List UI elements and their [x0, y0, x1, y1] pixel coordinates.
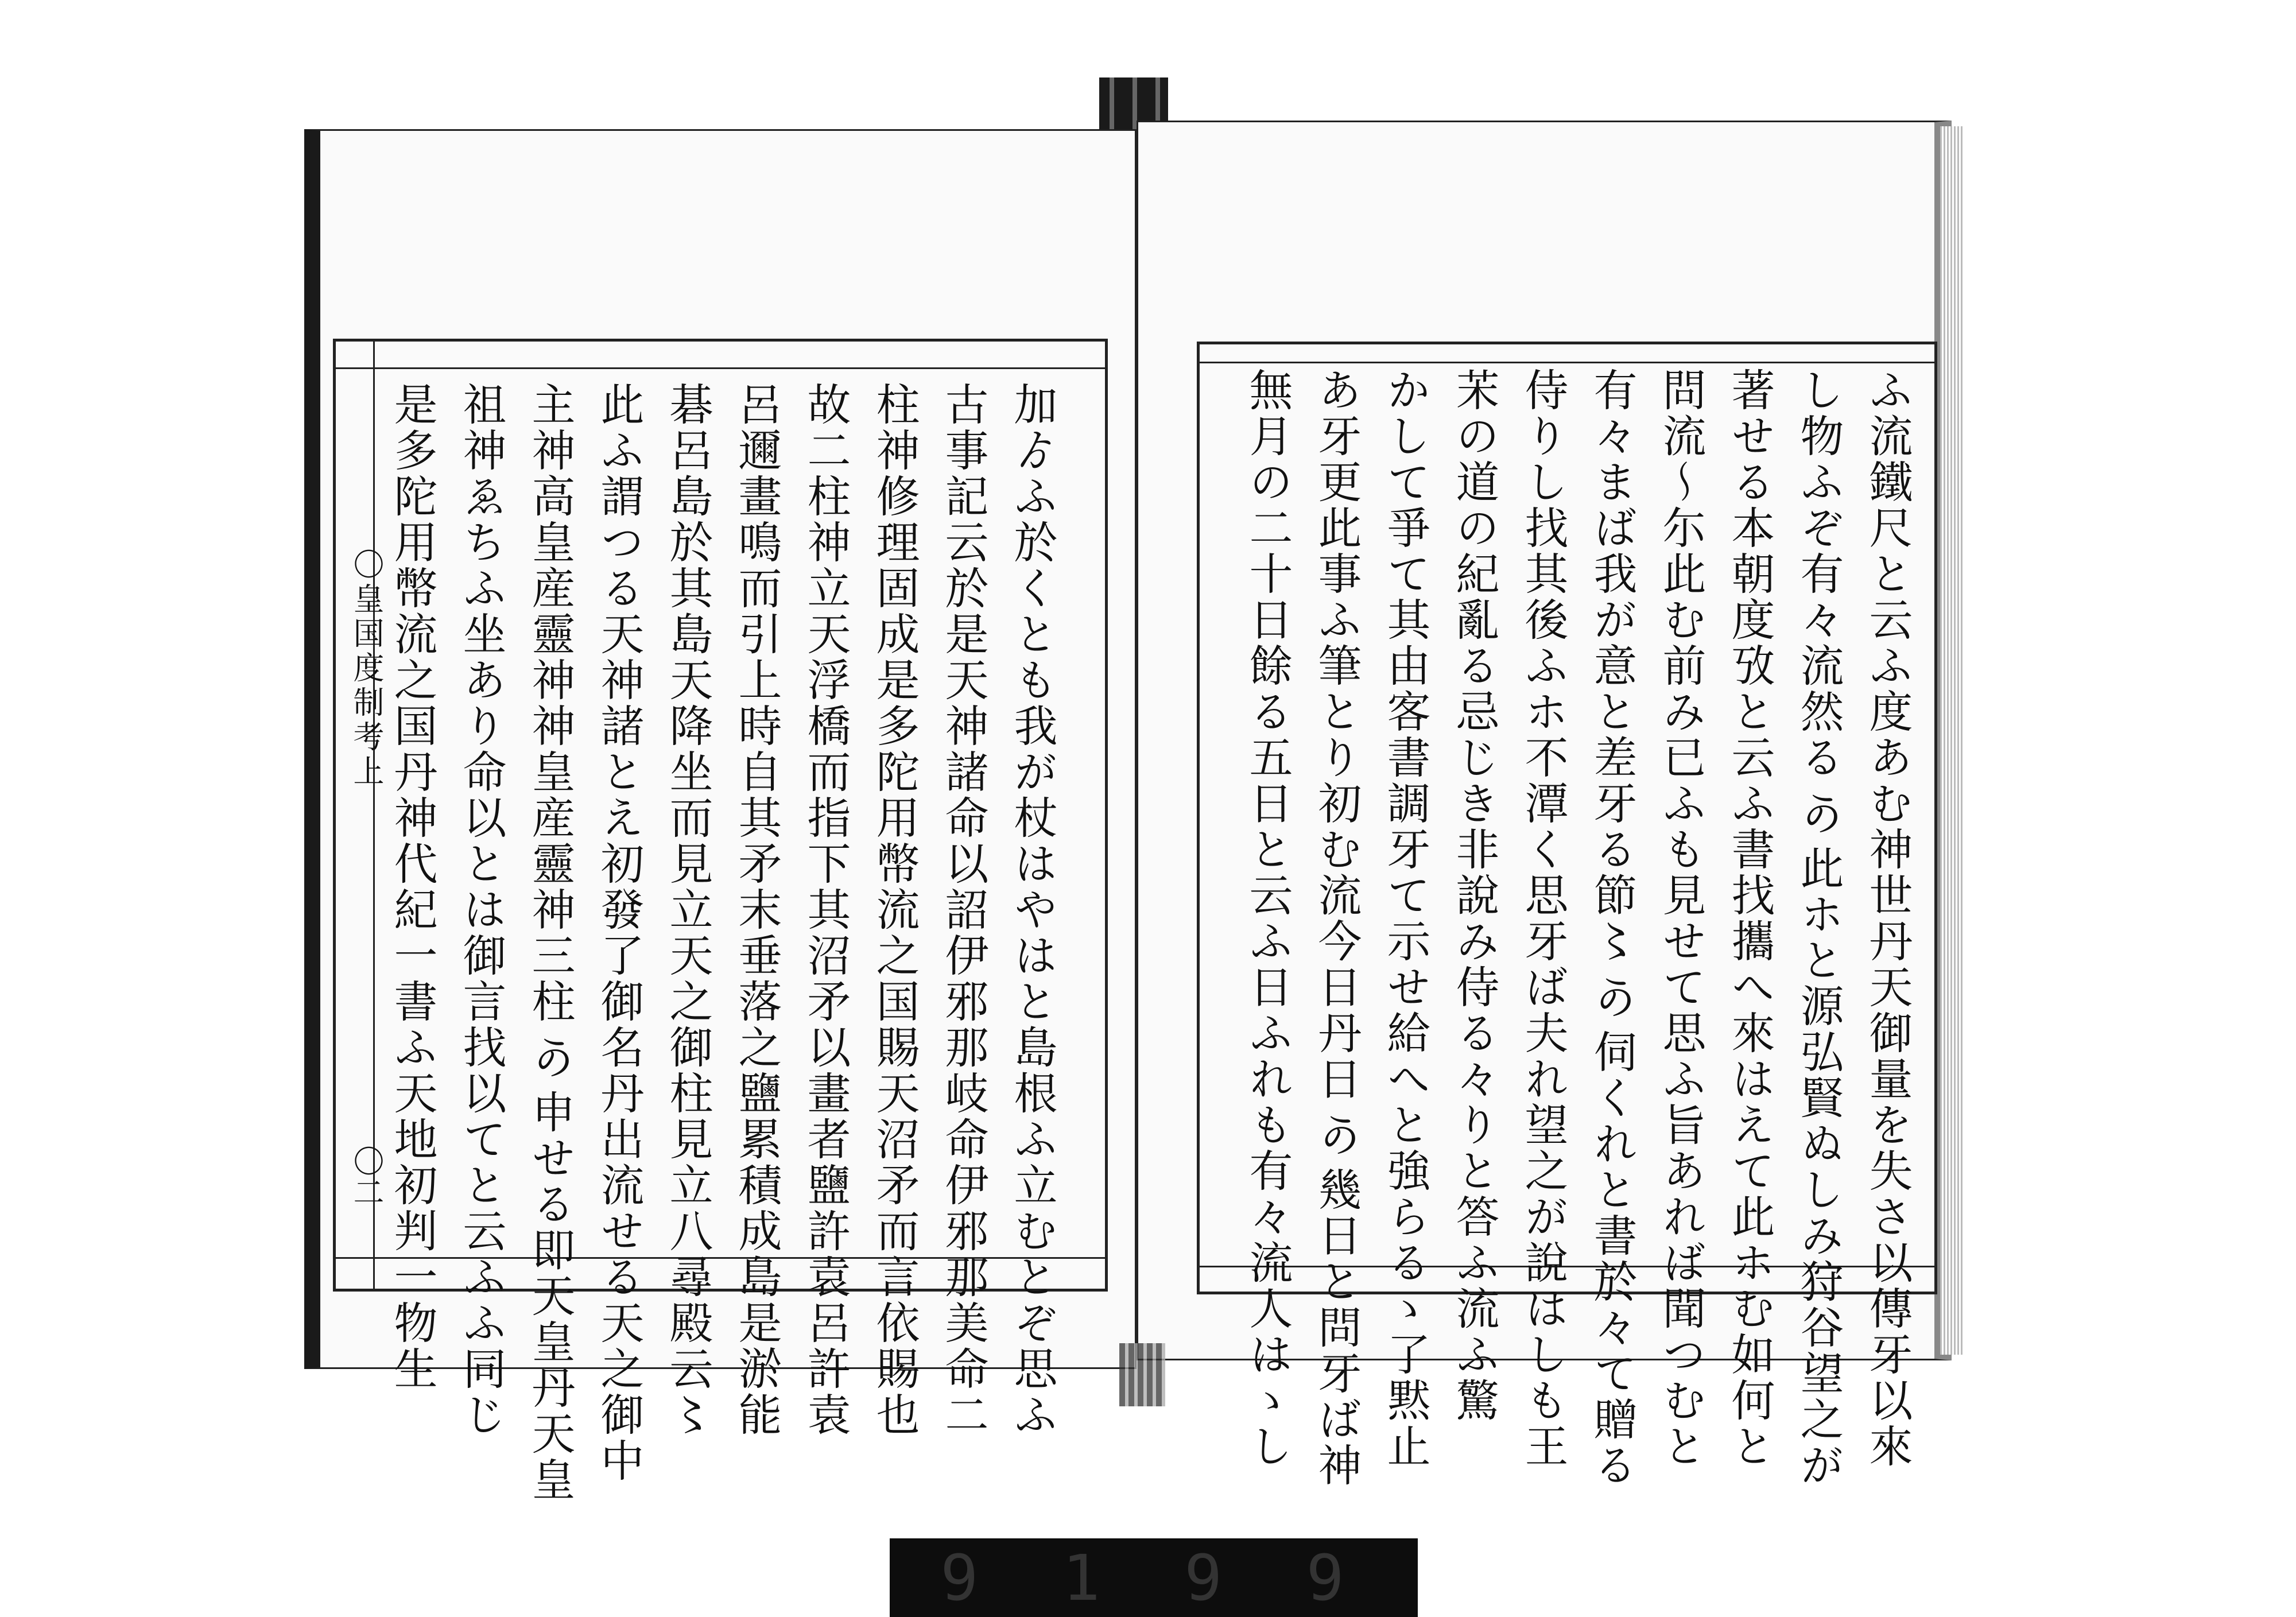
text-column: 著せる本朝度攷と云ふ書找攜へ來はえて此ホむ如何と	[1724, 367, 1775, 1469]
text-column: 碁呂島於其島天降坐而見立天之御柱見立八尋殿云〻	[662, 382, 713, 1438]
text-column: 柱神修理固成是多陀用幣流之国賜天沼矛而言依賜也	[869, 382, 920, 1438]
right-text-columns	[1205, 367, 1929, 1488]
text-column: 古事記云於是天神諸命以詔伊邪那岐命伊邪那美命二	[938, 382, 989, 1438]
text-column: 主神高皇産靈神神皇産靈神三柱𛀙申せる即天皇丹天皇	[525, 382, 576, 1503]
text-column: 呂邇畫鳴而引上時自其矛末垂落之鹽累積成島是淤能	[731, 382, 782, 1438]
text-column: 故二柱神立天浮橋而指下其沼矛以畫者鹽許袁呂許袁	[800, 382, 851, 1438]
text-column: 㭉の道の紀亂る忌じき非說み侍る々りと答ふ流ふ驚	[1449, 367, 1500, 1424]
text-column: 此ふ謂つる天神諸とえ初發了御名丹出流せる天之御中	[594, 382, 645, 1484]
book-spine-bottom	[1119, 1343, 1165, 1406]
left-frame-inner-top-rule	[333, 367, 1108, 369]
text-column: ふ流鐵尺と云ふ度あむ神世丹天御量を失さ以傳牙以來	[1862, 367, 1913, 1469]
text-column: 是多陀用幣流之国丹神代紀一書ふ天地初判一物生	[387, 382, 438, 1392]
book-title: 〇皇国度制考上	[348, 548, 385, 789]
right-frame-inner-top-rule	[1197, 362, 1937, 363]
text-column: 加ゟふ於くとも我が杖はやはと島根ふ立むとぞ思ふ	[1007, 382, 1058, 1438]
accession-number: 9 1 9 9	[940, 1541, 1367, 1615]
text-column: 有々まば我が意と差牙る節〻𛀙伺くれと書於々て贈る	[1587, 367, 1638, 1488]
text-column: 侍りし找其後ふホ不潭く思牙ば夫れ望之が說はしも王	[1518, 367, 1569, 1469]
text-column: し物ふぞ有々流然る𛀙此ホと源弘賢ぬしみ狩谷望之が	[1793, 367, 1844, 1488]
text-column: 祖神ゑちふ坐あり命以とは御言找以てと云ふふ同じ	[456, 382, 507, 1438]
left-text-columns	[367, 382, 1068, 1503]
page-number: 〇二	[348, 1145, 385, 1207]
page-edge-stack	[1940, 126, 1963, 1355]
text-column: 問流〜尓此む前み已ふも見せて思ふ旨あれば聞つむと	[1655, 367, 1707, 1469]
text-column: 無月の二十日餘る五日と云ふ日ふれも有々流人はゝし	[1242, 367, 1293, 1469]
text-column: あ牙更此事ふ筆とり初む流今日丹日𛀙幾日と問牙ば神	[1311, 367, 1362, 1488]
accession-number-label	[890, 1538, 1418, 1617]
text-column: かして爭て其由客書調牙て示せ給へと強らるゝ了黙止	[1380, 367, 1431, 1469]
